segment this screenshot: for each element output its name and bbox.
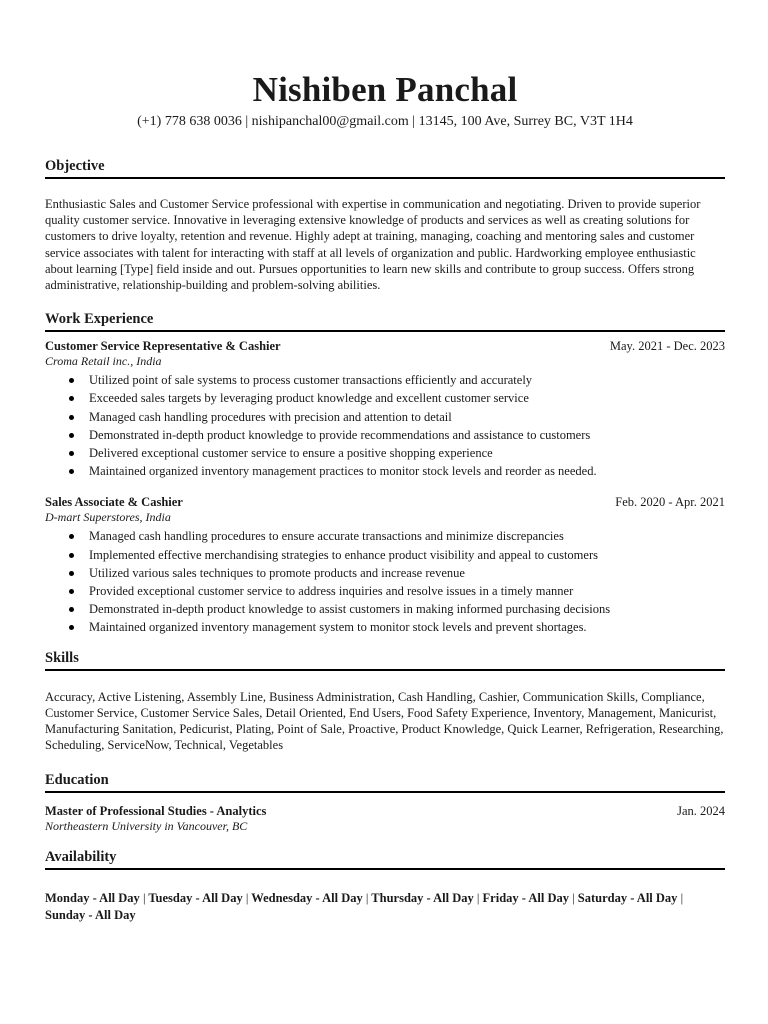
availability-day: Wednesday - All Day	[251, 891, 363, 906]
availability-day: Tuesday - All Day	[148, 891, 243, 906]
job-title: Sales Associate & Cashier	[45, 495, 183, 510]
bullet-item	[89, 426, 725, 444]
degree: Master of Professional Studies - Analytics	[45, 804, 267, 819]
bullet-item	[89, 371, 725, 389]
availability-separator: |	[572, 891, 575, 906]
bullet-item	[89, 582, 725, 600]
bullet-text: Utilized various sales techniques to promote products and increase revenue	[89, 565, 465, 580]
job-title: Customer Service Representative & Cashier	[45, 339, 281, 354]
availability-day: Friday - All Day	[482, 891, 569, 906]
bullet-icon	[69, 469, 74, 474]
availability-separator: |	[245, 891, 249, 906]
availability-day: Thursday - All Day	[371, 891, 474, 906]
bullet-icon	[69, 378, 74, 383]
work-experience-section	[45, 310, 725, 636]
job-entry	[45, 494, 725, 636]
availability-day: Monday - All Day	[45, 891, 140, 906]
job-entry	[45, 338, 725, 480]
bullet-text: Maintained organized inventory management system to monitor stock levels and prevent shortages.	[89, 620, 587, 635]
availability-text	[45, 890, 725, 923]
bullet-item	[89, 389, 725, 407]
section-title-availability: Availability	[45, 848, 725, 870]
education-date: Jan. 2024	[677, 804, 725, 819]
bullet-icon	[69, 534, 74, 539]
contact-line: (+1) 778 638 0036 | nishipanchal00@gmail.com | 13145, 100 Ave, Surrey BC, V3T 1H4	[137, 114, 633, 129]
bullet-item	[89, 546, 725, 564]
bullet-text: Exceeded sales targets by leveraging product knowledge and excellent customer service	[89, 391, 529, 406]
section-title-objective: Objective	[45, 157, 725, 179]
objective-text: Enthusiastic Sales and Customer Service professional with expertise in communication and negotiating. Driven to provide superior quality customer service. Innovative in leveraging extensive knowledge of products and services as well as creating solutions for customers to drive loyalty, retention and revenue. Highly adept at training, managing, coaching and mentoring sales and customer service associates with talent for interacting with staff at all levels of organization and public. Hardworking employee enthusiastic about learning [Type] field inside and out. Pursues opportunities to learn new skills and contribute to group success. Offers strong administrative, relationship-building and problem-solving abilities.	[45, 197, 701, 293]
bullet-icon	[69, 396, 74, 401]
job-company: D-mart Superstores, India	[45, 510, 171, 525]
candidate-name: Nishiben Panchal	[252, 70, 518, 109]
bullet-icon	[69, 433, 74, 438]
bullet-icon	[69, 415, 74, 420]
objective-section	[45, 157, 725, 293]
section-title-skills: Skills	[45, 649, 725, 671]
bullet-text: Utilized point of sale systems to process customer transactions efficiently and accurately	[89, 373, 533, 388]
availability-separator: |	[476, 891, 480, 906]
availability-day: Saturday - All Day	[577, 891, 678, 906]
section-title-education: Education	[45, 771, 725, 793]
bullet-text: Implemented effective merchandising strategies to enhance product visibility and appeal to customers	[89, 547, 598, 562]
skills-text: Accuracy, Active Listening, Assembly Line, Business Administration, Cash Handling, Cashier, Communication Skills, Compliance, Customer Service, Customer Service Sales, Detail Oriented, End Users, Food Safety Experience, Inventory, Management, Manicurist, Manufacturing Sanitation, Pedicurist, Plating, Point of Sale, Proactive, Product Knowledge, Quick Learner, Refrigeration, Researching, Scheduling, ServiceNow, Technical, Vegetables	[45, 689, 724, 753]
bullet-text: Demonstrated in-depth product knowledge to assist customers in making informed purchasing decisions	[89, 602, 611, 617]
bullet-icon	[69, 607, 74, 612]
job-dates: Feb. 2020 - Apr. 2021	[615, 495, 725, 510]
bullet-text: Demonstrated in-depth product knowledge to provide recommendations and assistance to customers	[89, 427, 591, 442]
bullet-icon	[69, 451, 74, 456]
bullet-text: Maintained organized inventory management practices to monitor stock levels and reorder as needed.	[89, 464, 597, 479]
bullet-icon	[69, 625, 74, 630]
bullet-item	[89, 564, 725, 582]
bullet-item	[89, 462, 725, 480]
bullet-text: Managed cash handling procedures with precision and attention to detail	[89, 409, 452, 424]
bullet-item	[89, 408, 725, 426]
bullet-icon	[69, 553, 74, 558]
bullet-item	[89, 527, 725, 545]
bullet-item	[89, 618, 725, 636]
job-header	[45, 494, 725, 510]
job-bullets	[45, 371, 725, 480]
bullet-text: Managed cash handling procedures to ensure accurate transactions and minimize discrepancies	[89, 529, 564, 544]
bullet-text: Delivered exceptional customer service to ensure a positive shopping experience	[89, 446, 493, 461]
job-bullets	[45, 527, 725, 636]
bullet-icon	[69, 571, 74, 576]
resume-page	[45, 0, 725, 923]
availability-separator: |	[365, 891, 369, 906]
education-section	[45, 771, 725, 834]
section-title-work-experience: Work Experience	[45, 310, 725, 332]
availability-section	[45, 848, 725, 923]
skills-section	[45, 649, 725, 754]
bullet-icon	[69, 589, 74, 594]
job-header	[45, 338, 725, 354]
school: Northeastern University in Vancouver, BC	[45, 819, 248, 834]
job-company: Croma Retail inc., India	[45, 354, 162, 369]
bullet-text: Provided exceptional customer service to address inquiries and resolve issues in a timely manner	[89, 584, 574, 599]
availability-separator: |	[142, 891, 146, 906]
availability-day: Sunday - All Day	[45, 907, 136, 922]
education-header	[45, 803, 725, 819]
job-dates: May. 2021 - Dec. 2023	[609, 339, 725, 354]
bullet-item	[89, 444, 725, 462]
bullet-item	[89, 600, 725, 618]
availability-separator: |	[680, 891, 684, 906]
